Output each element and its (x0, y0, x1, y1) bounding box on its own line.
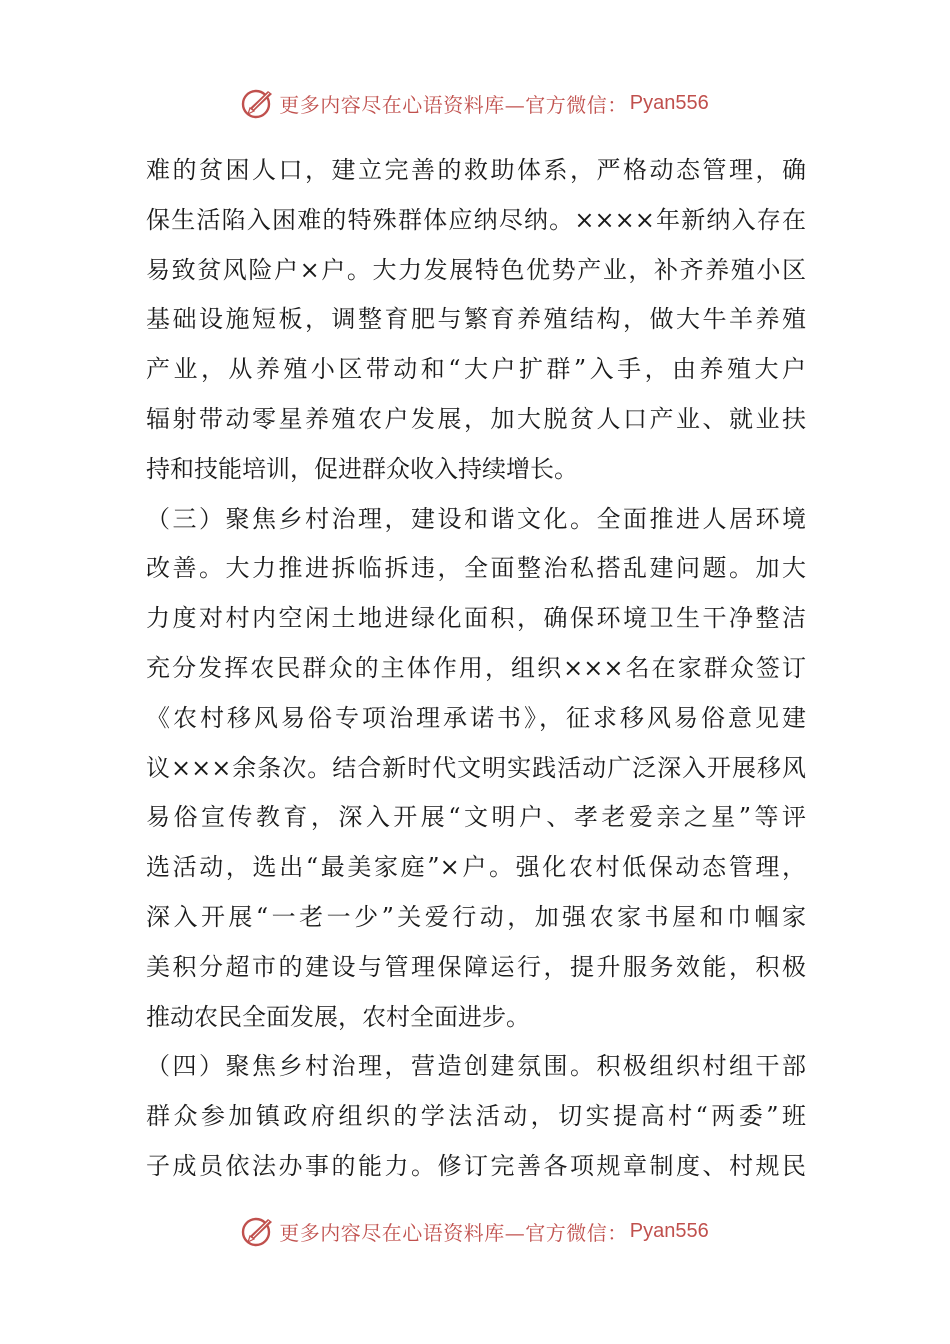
body-line: 产业，从养殖小区带动和“大户扩群”入手，由养殖大户 (146, 355, 806, 384)
body-line: 保生活陷入困难的特殊群体应纳尽纳。××××年新纳入存在 (146, 205, 806, 234)
footer-banner-wechat-id: Pyan556 (629, 1219, 709, 1242)
document-body (146, 146, 806, 1192)
body-line: 《农村移风易俗专项治理承诺书》，征求移风易俗意见建 (146, 703, 806, 732)
footer-banner (0, 1209, 950, 1253)
header-banner-wechat-id: Pyan556 (629, 91, 709, 114)
header-banner (0, 81, 950, 125)
body-line: 辐射带动零星养殖农户发展，加大脱贫人口产业、就业扶 (146, 404, 806, 433)
body-line: 易俗宣传教育，深入开展“文明户、孝老爱亲之星”等评 (146, 803, 806, 832)
body-line: 充分发挥农民群众的主体作用，组织×××名在家群众签订 (146, 653, 806, 682)
body-line: 群众参加镇政府组织的学法活动，切实提高村“两委”班 (146, 1102, 806, 1131)
body-line: 子成员依法办事的能力。修订完善各项规章制度、村规民 (146, 1151, 806, 1180)
section-heading-line: （三）聚焦乡村治理，建设和谐文化。全面推进人居环境 (146, 504, 806, 533)
body-line: 难的贫困人口，建立完善的救助体系，严格动态管理，确 (146, 156, 806, 184)
body-line: 基础设施短板，调整育肥与繁育养殖结构，做大牛羊养殖 (146, 305, 806, 334)
body-line: 易致贫风险户×户。大力发展特色优势产业，补齐养殖小区 (146, 255, 806, 284)
pen-circle-logo-icon (241, 1214, 275, 1248)
body-line: 美积分超市的建设与管理保障运行，提升服务效能，积极 (146, 952, 806, 981)
body-line: 改善。大力推进拆临拆违，全面整治私搭乱建问题。加大 (146, 554, 806, 583)
body-line: 议×××余条次。结合新时代文明实践活动广泛深入开展移风 (146, 753, 806, 782)
body-line: 力度对村内空闲土地进绿化面积，确保环境卫生干净整洁 (146, 604, 806, 633)
footer-banner-text: 更多内容尽在心语资料库—官方微信： (279, 1220, 628, 1245)
header-banner-text: 更多内容尽在心语资料库—官方微信： (279, 92, 628, 117)
body-line: 持和技能培训，促进群众收入持续增长。 (146, 454, 578, 483)
body-line: 深入开展“一老一少”关爱行动，加强农家书屋和巾帼家 (146, 902, 806, 931)
section-heading-line: （四）聚焦乡村治理，营造创建氛围。积极组织村组干部 (146, 1052, 806, 1081)
body-line: 选活动，选出“最美家庭”×户。强化农村低保动态管理， (146, 853, 806, 882)
pen-circle-logo-icon (241, 86, 275, 120)
body-line: 推动农民全面发展，农村全面进步。 (146, 1002, 530, 1031)
